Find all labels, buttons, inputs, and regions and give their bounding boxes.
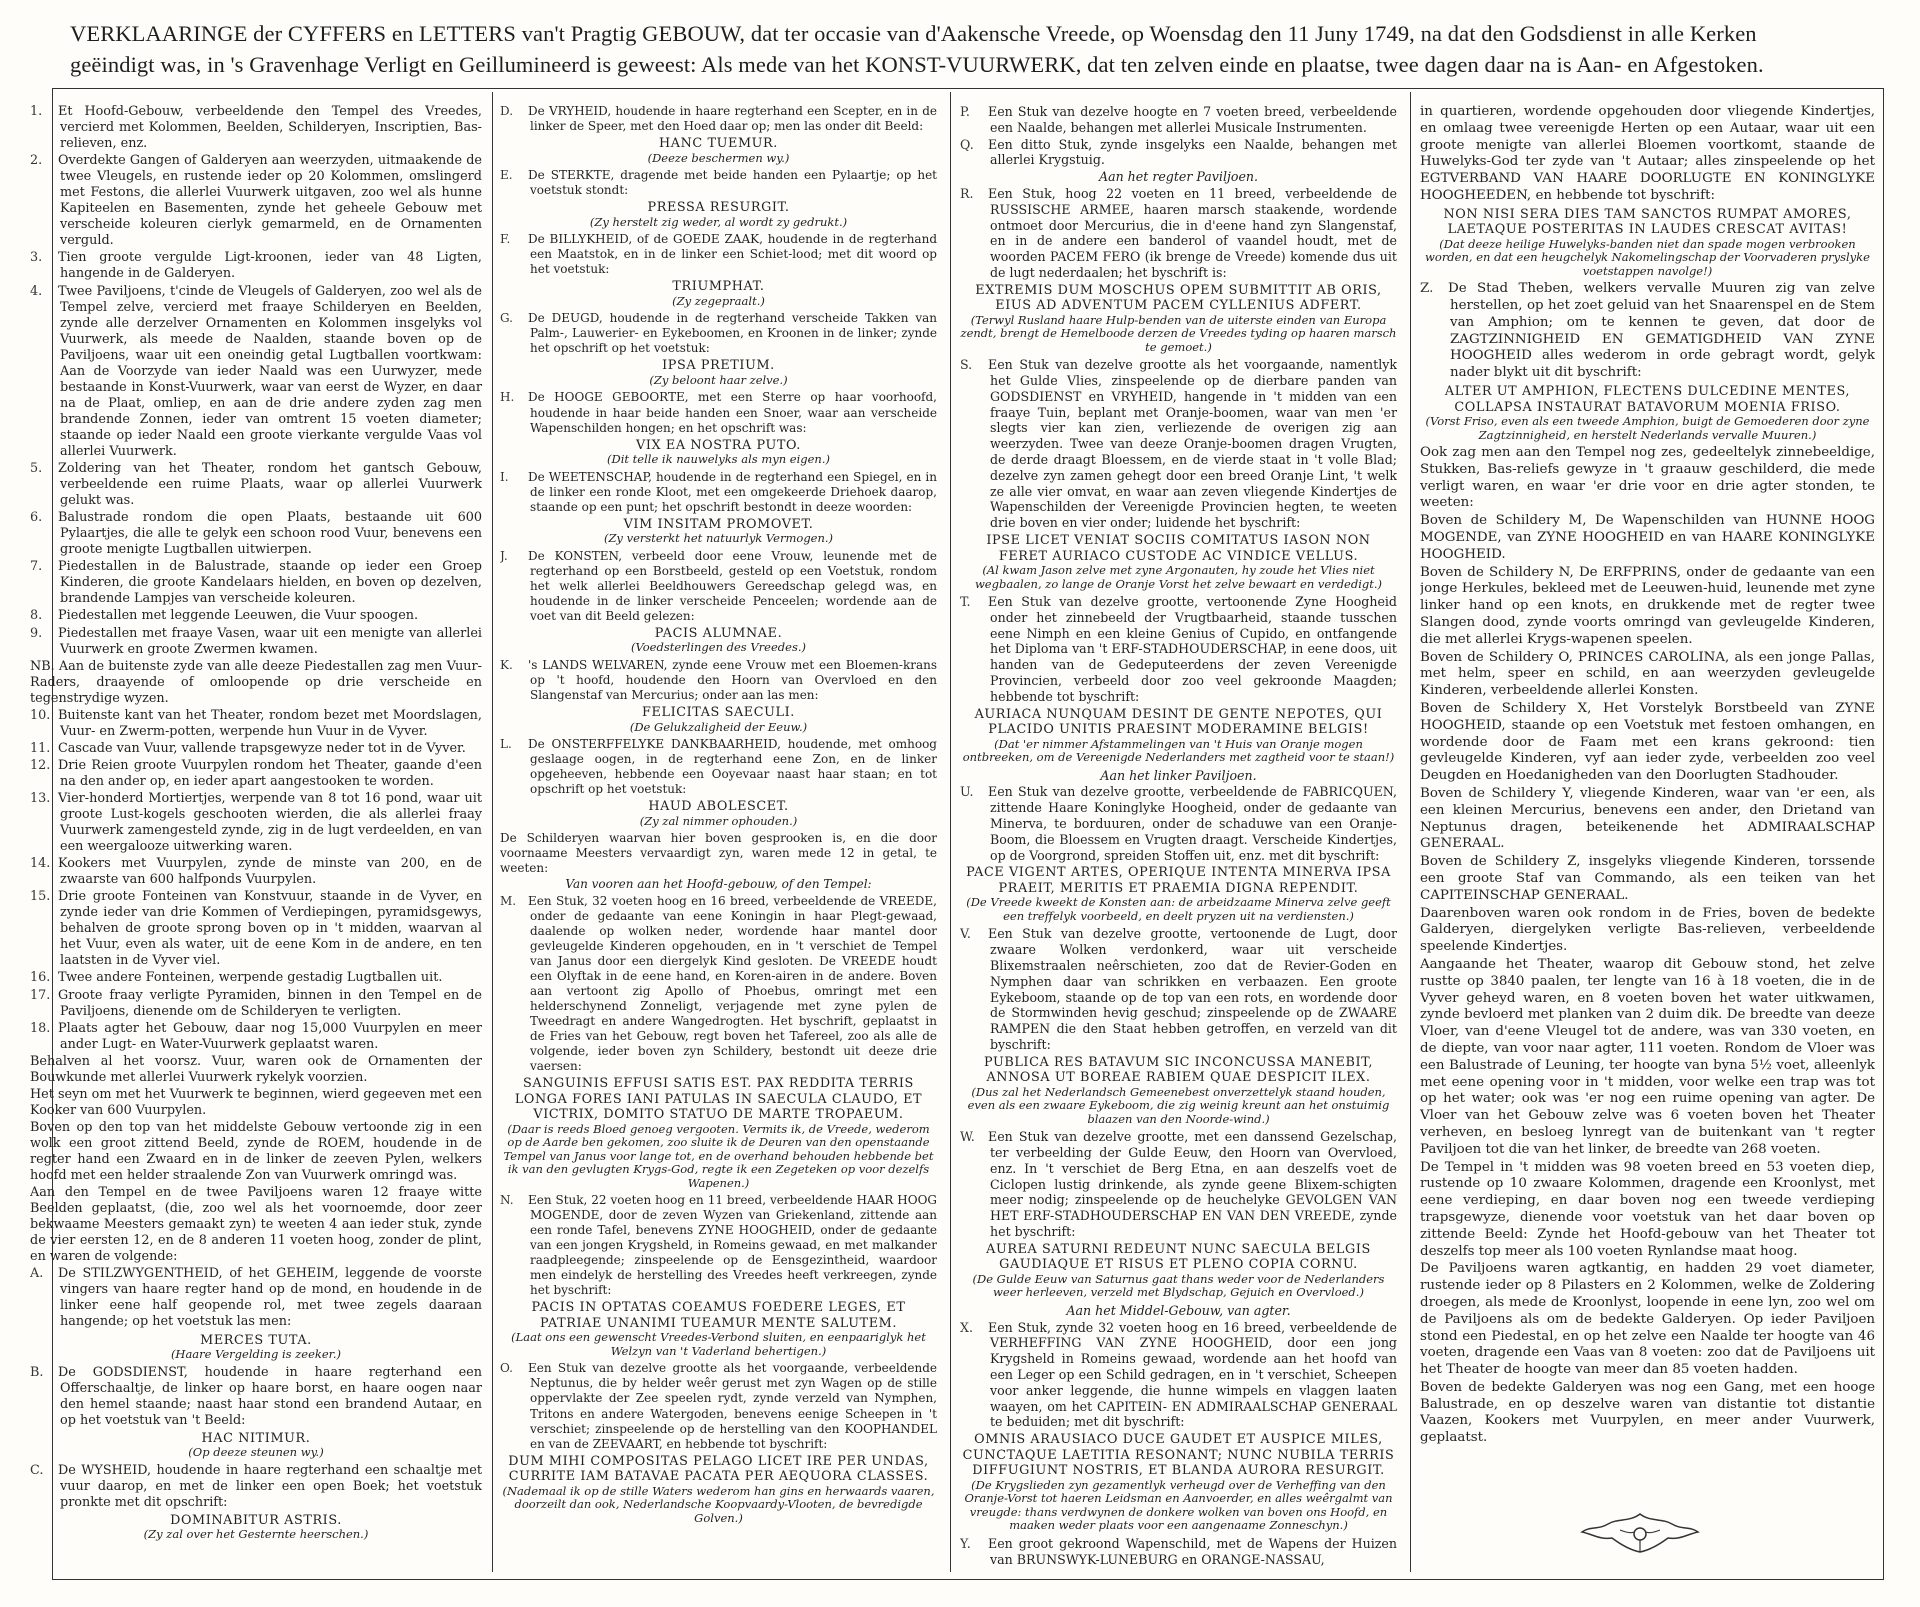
latin-inscription: ALTER UT AMPHION, FLECTENS DULCEDINE MENTES, COLLAPSA INSTAURAT BATAVORUM MOENIA FRISO. <box>1444 384 1851 415</box>
entry-text: De DEUGD, houdende in de regterhand verscheide Takken van Palm-, Lauwerier- en Eykeboomen, en Kroonen in de linker; zynde het opschrift op het voetstuk: <box>528 311 937 356</box>
entry-text: Piedestallen met fraaye Vasen, waar uit een menigte van allerlei Vuurwerk en groote Zwermen kwamen. <box>58 625 482 657</box>
entry-number: 4. <box>30 283 43 299</box>
entry-text: Piedestallen met leggende Leeuwen, die Vuur spoogen. <box>58 608 419 624</box>
entry <box>500 232 937 277</box>
entry-text: Kookers met Vuurpylen, zynde de minste van 200, en de zwaarste van 600 halfponds Vuurpylen. <box>58 856 482 888</box>
entry <box>500 737 937 797</box>
entry-text: De WYSHEID, houdende in haare regterhand een schaaltje met vuur daarop, en met de linker een open Boek; het voetstuk pronkte met dit opschrift: <box>58 1462 482 1510</box>
entry-number: 14. <box>30 856 51 872</box>
entry-number: J. <box>500 548 508 563</box>
latin-inscription: HANC TUEMUR. <box>659 136 778 152</box>
entry-number: 18. <box>30 1020 51 1036</box>
entry-text: Zoldering van het Theater, rondom het gantsch Gebouw, verbeeldende een ruime Plaats, waar op allerlei Vuurwerk gelukt was. <box>58 461 482 509</box>
page-title <box>70 18 1850 80</box>
entry <box>960 357 1397 531</box>
entry-text: Het seyn om met het Vuurwerk te beginnen, wierd gegeeven met een Kooker van 600 Vuurpylen. <box>30 1086 482 1118</box>
entry-text: De Paviljoens waren agtkantig, en hadden 29 voet diameter, rustende ieder op 8 Pilasters en 2 Kolommen, welke de Zoldering droegen, als mede de Kroonlyst, loopende in eene lyn, zoo wel om de Paviljoens als om de bedekte Galderyen. Op ieder Paviljoen stond een Piedestal, en op het zelve een Naalde ter hoogte van 46 voeten, dragende een Vaas van 8 voeten: zoo dat de Paviljoens uit het Theater de hoogte van meer dan 85 voeten hadden. <box>1420 1261 1875 1378</box>
entry-text: Drie Reien groote Vuurpylen rondom het Theater, gaande d'een na den ander op, en ieder apart aangestooken te worden. <box>58 757 482 789</box>
latin-inscription: OMNIS ARAUSIACO DUCE GAUDET ET AUSPICE MILES, CUNCTAQUE LAETITIA RESONANT; NUNC NUBILA TERRIS DIFFUGIUNT NOSTRIS, ET BLANDA AURORA RESURGIT. <box>962 1432 1395 1479</box>
entry <box>30 559 482 607</box>
entry <box>500 390 937 435</box>
latin-inscription: DUM MIHI COMPOSITAS PELAGO LICET IRE PER UNDAS, CURRITE IAM BATAVAE PACATA PER AEQUORA CLASSES. <box>508 1453 929 1485</box>
inscription-translation: (Dit telle ik nauwelyks als myn eigen.) <box>607 452 830 467</box>
entry-text: Cascade van Vuur, vallende trapsgewyze neder tot in de Vyver. <box>58 740 466 756</box>
entry <box>30 461 482 509</box>
entry <box>1420 104 1875 205</box>
column-rule <box>492 92 493 1572</box>
entry <box>30 988 482 1020</box>
entry <box>960 926 1397 1052</box>
inscription-translation: (Zy herstelt zig weder, al wordt zy gedrukt.) <box>589 214 848 229</box>
entry-number: X. <box>960 1319 973 1335</box>
entry-number: R. <box>960 185 974 201</box>
inscription-translation: (Dus zal het Nederlandsch Gemeenebest onverzettelyk staand houden, even als een zwaare Eykeboom, die zig weinig kreunt aan het onstuimig blaazen van den Noorde-wind.) <box>967 1084 1390 1126</box>
entry <box>30 659 482 707</box>
entry <box>500 658 937 703</box>
entry-number: K. <box>500 657 513 672</box>
entry-number: A. <box>30 1266 44 1282</box>
text-column-1 <box>30 104 482 1569</box>
latin-inscription: NON NISI SERA DIES TAM SANCTOS RUMPAT AMORES, LAETAQUE POSTERITAS IN LAUDES CRESCAT AVITAS! <box>1443 206 1852 238</box>
entry <box>1420 513 1875 563</box>
inscription-translation: (De Vreede kweekt de Konsten aan: de arbeidzaame Minerva zelve geeft een treffelyk voorbeeld, en deelt pryzen uit na verdiensten.) <box>966 895 1391 923</box>
entry <box>960 1129 1397 1240</box>
entry-number: 5. <box>30 461 43 477</box>
entry-text: Groote fraay verligte Pyramiden, binnen in den Tempel en de Paviljoens, dienende om de Schilderyen te verligten. <box>58 987 482 1019</box>
text-column-2 <box>500 104 937 1569</box>
section-heading: Aan het regter Paviljoen. <box>1098 169 1259 185</box>
entry <box>1420 1380 1875 1447</box>
entry-text: De GODSDIENST, houdende in haare regterhand een Offerschaaltje, de linker op haare borst, en haare oogen naar den hemel staande; naast haar stond een brandend Autaar, en op het voetstuk van 't Beeld: <box>58 1364 482 1428</box>
latin-inscription: PUBLICA RES BATAVUM SIC INCONCUSSA MANEBIT, ANNOSA UT BOREAE RABIEM QUAE DESPICIT ILEX. <box>983 1054 1374 1086</box>
entry <box>30 708 482 740</box>
entry <box>960 104 1397 136</box>
inscription-translation: (Dat 'er nimmer Afstammelingen van 't Huis van Oranje mogen ontbreeken, om de Vereenigde Nederlanders met zagtheid voor te staan!) <box>962 736 1395 765</box>
entry-number: B. <box>30 1364 44 1380</box>
entry-text: De ONSTERFFELYKE DANKBAARHEID, houdende, met omhoog geslaage oogen, in de regterhand eene Zon, en de linker opgeheeven, hebbende een Ooyevaar naast haar staan; en tot opschrift op het voetstuk: <box>528 737 937 797</box>
inscription-translation: (Haare Vergelding is zeeker.) <box>170 1347 342 1362</box>
entry <box>30 510 482 558</box>
entry <box>30 970 482 986</box>
entry <box>960 1320 1397 1431</box>
entry-number: U. <box>960 784 974 800</box>
entry <box>500 470 937 515</box>
entry-text: Ook zag men aan den Tempel nog zes, gedeeltelyk zinnebeeldige, Stukken, Bas-reliefs gewyze in 't graauw geschilderd, die mede verligt waren, en waar 'er drie voor en drie agter stonden, te weeten: <box>1420 445 1875 511</box>
entry-text: 's LANDS WELVAREN, zynde eene Vrouw met een Bloemen-krans op 't hoofd, houdende den Hoorn van Overvloed en den Slangenstaf van Mercurius; onder aan las men: <box>528 657 937 703</box>
entry <box>30 741 482 757</box>
entry <box>30 1365 482 1429</box>
entry <box>500 168 937 198</box>
entry <box>30 626 482 658</box>
entry <box>30 791 482 855</box>
inscription-translation: (Dat deeze heilige Huwelyks-banden niet dan spade mogen verbrooken worden, en dat een heugchelyk Nakomelingschap der Voorvaderen pryslyke voetstappen navolge!) <box>1425 236 1870 278</box>
entry-text: Buitenste kant van het Theater, rondom bezet met Moordslagen, Vuur- en Zwerm-potten, werpende hun Vuur in de Vyver. <box>58 707 482 739</box>
latin-inscription: EXTREMIS DUM MOSCHUS OPEM SUBMITTIT AB ORIS, EIUS AD ADVENTUM PACEM CYLLENIUS ADFERT. <box>975 282 1382 314</box>
entry-text: De HOOGE GEBOORTE, met een Sterre op haar voorhoofd, houdende in haar beide handen een Snoer, waar aan verscheide Wapenschilden hongen; en het opschrift was: <box>528 390 937 435</box>
latin-inscription: HAUD ABOLESCET. <box>648 799 789 815</box>
entry-text: De Stad Theben, welkers vervalle Muuren zig van zelve herstellen, op het zoet geluid van het Snaarenspel en de Stem van Amphion; om te kennen te geven, dat door de ZAGTZINNIGHEID EN GEMATIGDHEID VAN ZYNE HOOGHEID alles wederom in orde gebragt wordt, gelyk nader blykt uit dit byschrift: <box>1448 281 1875 381</box>
entry <box>30 153 482 249</box>
latin-inscription: SANGUINIS EFFUSI SATIS EST. PAX REDDITA TERRIS LONGA FORES IANI PATULAS IN SAECULA CLAUDO, ET VICTRIX, DOMITO STATUO DE MARTE TROPAEUM. <box>514 1076 923 1123</box>
entry <box>30 250 482 282</box>
entry-text: Overdekte Gangen of Galderyen aan weerzyden, uitmaakende de twee Vleugels, en rustende ieder op 20 Kolommen, omslingerd met Festons, die allerlei Vuurwerk uitgaven, zoo wel als hunne Kapiteelen en Basementen, zynde het geheele Gebouw met verscheide koleuren cierlyk gemarmeld, en de Ornamenten verguld. <box>58 153 482 249</box>
entry-text: Een groot gekroond Wapenschild, met de Wapens der Huizen van BRUNSWYK-LUNEBURG en ORANGE-NASSAU, <box>988 1535 1397 1567</box>
inscription-translation: (Zy zal over het Gesternte heerschen.) <box>143 1527 369 1542</box>
entry <box>30 1087 482 1119</box>
inscription-translation: (De Gulde Eeuw van Saturnus gaat thans weder voor de Nederlanders weer herleeven, verzeld met Blydschap, Gejuich en Overvloed.) <box>972 1271 1385 1300</box>
section-heading: Van vooren aan het Hoofd-gebouw, of den Tempel: <box>565 877 872 892</box>
inscription-translation: (Al kwam Jason zelve met zyne Argonauten, hy zoude het Vlies niet wegbaalen, zo lange de Oranje Vorst het zelve bewaart en verdedigt.) <box>974 563 1383 591</box>
entry-number: M. <box>500 893 517 908</box>
latin-inscription: PRESSA RESURGIT. <box>647 200 790 216</box>
entry-text: Een Stuk van dezelve grootte, vertoonende Zyne Hoogheid onder het zinnebeeld der Vrugtbaarheid, staande tusschen eene Nimph en een kleine Genius of Cupido, en ontfangende het Diploma van 't ERF-STADHOUDERSCHAP, in eene doos, uit handen van de Gedeputeerdens der zeven Vereenigde Provincien, verbeeld door zoo veel gekroonde Maagden; hebbende tot byschrift: <box>988 594 1397 704</box>
section-heading: Aan het linker Paviljoen. <box>1100 767 1257 783</box>
latin-inscription: DOMINABITUR ASTRIS. <box>170 1512 342 1528</box>
latin-inscription: AURIACA NUNQUAM DESINT DE GENTE NEPOTES, QUI PLACIDO UNITIS PRAESINT MODERAMINE BELGIS! <box>974 706 1383 738</box>
entry-text: Boven de Schildery Y, vliegende Kinderen, waar van 'er een, als een kleinen Mercurius, benevens een ander, den Drietand van Neptunus dragen, beteikenende het ADMIRAALSCHAP GENERAAL. <box>1420 786 1875 852</box>
entry-number: E. <box>500 168 513 183</box>
latin-inscription: PACIS ALUMNAE. <box>654 625 783 641</box>
latin-inscription: IPSA PRETIUM. <box>662 358 775 374</box>
entry <box>500 549 937 624</box>
entry-number: I. <box>500 469 509 484</box>
entry-number: S. <box>960 357 973 373</box>
title-line-2: geëindigt was, in 's Gravenhage Verligt en Geillumineerd is geweest: Als mede van het KONST-VUURWERK, dat ten zelven einde en plaatse, twee dagen daar na is Aan- en Afgestoken. <box>70 52 1764 77</box>
entry-text: NB. Aan de buitenste zyde van alle deeze Piedestallen zag men Vuur-Raders, draayende of omloopende op drie verscheide en tegenstrydige wyzen. <box>30 658 482 706</box>
inscription-translation: (De Krygslieden zyn gezamentlyk verheugd over de Verheffing van den Oranje-Vorst tot haeren Leidsman en Aanvoerder, en alles weêrgalmt van vreugde: thans verdwynen de donkere wolken van boven ons Hoofd, en maaken weder plaats voor een aangenaame Zonneschyn.) <box>964 1477 1393 1533</box>
inscription-translation: (Laat ons een gewenscht Vreedes-Verbond sluiten, en eenpaariglyk het Welzyn van 't Vaderland behertigen.) <box>511 1330 926 1358</box>
inscription-translation: (Zy zal nimmer ophouden.) <box>639 813 798 828</box>
entry-text: De WEETENSCHAP, houdende in de regterhand een Spiegel, en in de linker een ronde Kloot, met een omgekeerde Driehoek daarop, staande op een punt; het opschrift bestondt in deeze woorden: <box>528 469 937 514</box>
entry-number: 8. <box>30 608 43 624</box>
entry <box>30 1463 482 1511</box>
entry <box>1420 701 1875 785</box>
entry <box>960 186 1397 281</box>
entry-text: Et Hoofd-Gebouw, verbeeldende den Tempel des Vreedes, vercierd met Kolommen, Beelden, Schilderyen, Inscriptien, Bas-relieven, enz. <box>58 104 482 152</box>
entry-text: Een Stuk, zynde 32 voeten hoog en 16 breed, verbeeldende de VERHEFFING VAN ZYNE HOOGHEID, door een jong Krygsheld in Romeins gewaad, wordende aan het hoofd van een Leger op een Schild gedragen, en in 't verschiet, Scheepen voor anker leggende, die hunne wimpels en vlaggen laaten waayen, om het CAPITEIN- EN ADMIRAALSCHAP GENERAAL te beduiden; met dit byschrift: <box>988 1319 1397 1430</box>
latin-inscription: VIM INSITAM PROMOVET. <box>623 516 814 532</box>
entry-number: 3. <box>30 250 43 266</box>
entry-text: De Schilderyen waarvan hier boven gesprooken is, en die door voornaame Meesters vervaardigt zyn, waren mede 12 in getal, te weeten: <box>500 831 937 876</box>
entry-number: C. <box>30 1462 44 1478</box>
entry-text: Een Stuk van dezelve grootte, verbeeldende de FABRICQUEN, zittende Haare Koninglyke Hoogheid, onder de gedaante van Minerva, te borduuren, onder de schaduwe van een Oranje-Boom, die Bloessem en Vrugten draagt. Verscheide Kindertjes, op de Voorgrond, spreiden Stoffen uit, enz. met dit byschrift: <box>988 784 1397 863</box>
inscription-translation: (De Gelukzaligheid der Eeuw.) <box>629 719 808 734</box>
entry-text: Een ditto Stuk, zynde insgelyks een Naalde, behangen met allerlei Krygstuig. <box>988 136 1397 168</box>
latin-inscription: TRIUMPHAT. <box>672 279 765 295</box>
entry-number: Z. <box>1420 281 1434 297</box>
entry-number: W. <box>960 1129 975 1145</box>
entry-text: Balustrade rondom die open Plaats, bestaande uit 600 Pylaartjes, die alle te gelyk een schoon rood Vuur, benevens een groote menigte Lugtballen uitwierpen. <box>58 510 482 558</box>
entry-number: P. <box>960 104 970 119</box>
entry <box>1420 906 1875 956</box>
entry <box>960 1536 1397 1568</box>
entry-text: De STERKTE, dragende met beide handen een Pylaartje; op het voetstuk stondt: <box>528 168 937 198</box>
entry-text: Twee andere Fonteinen, werpende gestadig Lugtballen uit. <box>58 970 443 986</box>
entry-number: 11. <box>30 740 51 756</box>
entry-text: Een Stuk, hoog 22 voeten en 11 breed, verbeeldende de RUSSISCHE ARMEE, haaren marsch staakende, wordende ontmoet door Mercurius, die in d'eene hand zyn Slangenstaf, en in de andere een banderol of vaandel houdt, met de woorden PACEM FERO (ik brenge de Vreede) komende dus uit de lugt nederdaalen; het byschrift is: <box>988 185 1397 280</box>
entry-number: T. <box>960 594 971 610</box>
column-rule <box>1410 92 1411 1572</box>
latin-inscription: AUREA SATURNI REDEUNT NUNC SAECULA BELGIS GAUDIAQUE ET RISUS ET PLENO COPIA CORNU. <box>986 1241 1371 1273</box>
entry-text: Een Stuk, 32 voeten hoog en 16 breed, verbeeldende de VREEDE, onder de gedaante van eene Koningin in haar Plegt-gewaad, daalende op wolken neder, wordende haar mantel door gevleugelde Kinderen opgehouden, en in 't verschiet de Tempel van Janus door een diergelyk Kind gesloten. De VREEDE houdt een Olyftak in de eene hand, en Koren-airen in de andere. Boven aan vertoont zig Apollo of Phoebus, omringt met een helderschynend Zonneligt, verjagende met zyne pylen de Tweedragt en andere Wangedrogten. Het byschrift, geplaatst in de Fries van het Gebouw, regt boven het Tafereel, zoo als alle de volgende, ieder boven zyn Schildery, bestondt uit deeze drie vaersen: <box>528 893 937 1074</box>
entry-text: Piedestallen in de Balustrade, staande op ieder een Groep Kinderen, die groote Kandelaars hielden, en boven op dezelven, brandende Lampjes van verscheide koleuren. <box>58 559 482 607</box>
entry-text: Boven de Schildery X, Het Vorstelyk Borstbeeld van ZYNE HOOGHEID, staande op een Voetstuk met festoen omhangen, en wordende door de Faam met een krans gekroond: tien gevleugelde Kinderen, vyf aan ieder zyde, verbeelden zoo veel Deugden en Hoedanigheden van den Doorlugten Stadhouder. <box>1420 701 1875 784</box>
column-rule <box>950 92 951 1572</box>
entry-text: Boven de Schildery O, PRINCES CAROLINA, als een jonge Pallas, met helm, speer en schild, en aan weerzyden gevleugelde Kinderen, verbeeldende allerlei Konsten. <box>1420 649 1875 699</box>
inscription-translation: (Zy zegepraalt.) <box>672 293 765 308</box>
entry <box>500 104 937 134</box>
entry-text: De KONSTEN, verbeeld door eene Vrouw, leunende met de regterhand op een Borstbeeld, gesteld op een Voetstuk, rondom het welk allerlei Beeldhouwers Gereedschap gelegd was, en houdende in de linker verscheide Penceelen; wordende aan de voet van dit Beeld gelezen: <box>528 548 937 623</box>
entry <box>500 1361 937 1451</box>
inscription-translation: (Nademaal ik op de stille Waters wederom han gins en herwaards vaaren, doorzeilt dan ook, Nederlandsche Koopvaardy-Vlooten, de bevredigde Golven.) <box>502 1483 935 1525</box>
entry <box>30 104 482 152</box>
entry-text: De VRYHEID, houdende in haare regterhand een Scepter, en in de linker de Speer, met den Hoed daar op; men las onder dit Beeld: <box>528 104 937 134</box>
entry-text: Drie groote Fonteinen van Konstvuur, staande in de Vyver, en zynde ieder van drie Kommen of Verdiepingen, pyramidsgewys, behalven de groote sprong boven op in 't midden, waarvan al het Vuur, even als water, uit de eene Kom in de andere, en ten laatsten in de Vyver viel. <box>58 889 482 969</box>
entry-number: L. <box>500 737 512 752</box>
entry-text: Aan den Tempel en de twee Paviljoens waren 12 fraaye witte Beelden geplaatst, (die, zoo wel als het voornoemde, door zeer bekwaame Meesters gemaakt zyn) te weeten 4 aan ieder stuk, zynde de vier eersten 12, en de 8 anderen 11 voeten hoog, zonder de plint, en waren de volgende: <box>30 1185 482 1265</box>
inscription-translation: (Daar is reeds Bloed genoeg vergooten. Vermits ik, de Vreede, wederom op de Aarde ben gekomen, zoo sluite ik de Deuren van den openstaande Tempel van Janus voor lange tot, en de overhand behouden hebbende bet ik van den gevlugten Krygs-God, regte ik een Zegeteken op voor dezelfs Wapenen.) <box>503 1121 934 1190</box>
entry <box>1420 445 1875 512</box>
latin-inscription: VIX EA NOSTRA PUTO. <box>636 437 801 453</box>
entry <box>1420 650 1875 700</box>
entry-text: Een Stuk van dezelve grootte als het voorgaande, namentlyk het Gulde Vlies, zinspeelende op de dierbare panden van GODSDIENST en VRYHEID, hangende in 't midden van een fraaye Tuin, beplant met Oranje-boomen, waar van men 'er slegts vier kan zien, verliezende de overigen zig aan weerzyden. Twee van deeze Oranje-boomen dragen Vrugten, de derde draagt Bloessem, en de vierde staat in 't volle Blad; dezelve zyn zamen gehegt door een breed Oranje Lint, 't welk ze alle vier omvat, en waar aan zeven vliegende Kindertjes de Wapenschilden der Vereenigde Provincien hegten, te weeten drie boven en vier onder; luidende het byschrift: <box>988 357 1397 531</box>
entry-text: De Tempel in 't midden was 98 voeten breed en 53 voeten diep, rustende op 10 zwaare Kolommen, dragende een Kroonlyst, met eene verdieping, en daar boven nog een tweede verdieping trapsgewyze, dienende voor voetstuk van het daar boven op zittende Beeld: Zynde het Hoofd-gebouw van het Theater tot deszelfs top meer als 100 voeten Rynlandse maat hoog. <box>1420 1159 1875 1259</box>
entry <box>960 594 1397 705</box>
inscription-translation: (Vorst Friso, even als een tweede Amphion, buigt de Gemoederen door zyne Zagtzinnigheid, en herstelt Nederlands vervalle Muuren.) <box>1425 414 1870 442</box>
entry-text: Boven de bedekte Galderyen was nog een Gang, met een hooge Balustrade, en op deszelve waren van distantie tot distantie Vaazen, Kookers met Vuurpylen, en meer ander Vuurwerk, geplaatst. <box>1420 1379 1875 1446</box>
entry-number: H. <box>500 390 515 405</box>
entry-text: Boven de Schildery M, De Wapenschilden van HUNNE HOOG MOGENDE, van ZYNE HOOGHEID en van HAARE KONINGLYKE HOOGHEID. <box>1420 513 1875 562</box>
entry <box>500 831 937 876</box>
inscription-translation: (Zy versterkt het natuurlyk Vermogen.) <box>603 531 834 546</box>
entry <box>500 894 937 1075</box>
inscription-translation: (Deeze beschermen wy.) <box>647 150 790 165</box>
entry <box>30 608 482 624</box>
entry-number: 15. <box>30 889 51 905</box>
entry-number: 9. <box>30 625 43 641</box>
entry-number: Y. <box>960 1535 971 1551</box>
entry-number: 1. <box>30 104 43 119</box>
entry <box>1420 1261 1875 1379</box>
entry <box>30 758 482 790</box>
entry-text: Een Stuk, 22 voeten hoog en 11 breed, verbeeldende HAAR HOOG MOGENDE, door de zeven Wyzen van Griekenland, zittende aan een ronde Tafel, benevens ZYNE HOOGHEID, onder de gedaante van een jongen Krygsheld, in Romeins gewaad, en met malkander raadpleegende; zinspeelende op de Eensgezintheid, waardoor men eindelyk de herstelling des Vreedes heeft verkreegen, zynde het byschrift: <box>528 1193 937 1298</box>
entry-number: 7. <box>30 559 43 575</box>
entry-number: V. <box>960 926 971 942</box>
entry <box>30 889 482 969</box>
entry-number: D. <box>500 104 514 118</box>
entry-number: G. <box>500 311 513 326</box>
entry-number: 16. <box>30 970 51 986</box>
entry <box>500 311 937 356</box>
entry-number: 17. <box>30 987 51 1003</box>
entry-number: 2. <box>30 153 43 169</box>
inscription-translation: (Terwyl Rusland haare Hulp-benden van de uiterste einden van Europa zendt, brengt de Hemelboode derzen de Vreedes tyding op haaren marsch te gemoet.) <box>960 312 1397 354</box>
latin-inscription: FELICITAS SAECULI. <box>642 705 795 721</box>
entry <box>1420 957 1875 1159</box>
entry-text: De STILZWYGENTHEID, of het GEHEIM, leggende de voorste vingers van haare regter hand op de mond, en houdende in de linker eene half geopende rol, met twee zegels daaraan hangende; op het voetstuk las men: <box>58 1266 482 1330</box>
entry-number: 13. <box>30 790 51 806</box>
entry-text: Vier-honderd Mortiertjes, werpende van 8 tot 16 pond, waar uit groote Lust-kogels geschooten wierden, die als allerlei fraay Vuurwerk zamengesteld zynde, zig in de lugt verdeelden, en van een weergalooze uitwerking waren. <box>58 790 482 855</box>
entry-text: Boven op den top van het middelste Gebouw vertoonde zig in een wolk een groot zittend Beeld, zynde de ROEM, houdende in de regter hand een Zwaard en in de linker de zeeven Pylen, welkers hoofd met een helder straalende Zon van Vuurwerk omringd was. <box>30 1119 482 1184</box>
inscription-translation: (Op deeze steunen wy.) <box>188 1445 324 1460</box>
entry-number: O. <box>500 1361 513 1376</box>
entry-text: De BILLYKHEID, of de GOEDE ZAAK, houdende in de regterhand een Maatstok, en in de linker een Schiet-lood; met dit woord op het voetstuk: <box>528 232 937 277</box>
entry <box>1420 281 1875 382</box>
entry <box>30 1054 482 1086</box>
entry-text: Boven de Schildery N, De ERFPRINS, onder de gedaante van een jonge Herkules, bekleed met de Leeuwen-huid, leunende met zyne linker hand op een knots, en drukkende met de regter twee Slangen dood, zynde voorts omringd van gevleugelde Kinderen, die met allerlei Krygs-wapenen speelen. <box>1420 564 1875 647</box>
entry <box>1420 1160 1875 1261</box>
entry <box>30 284 482 461</box>
entry <box>1420 854 1875 904</box>
entry-text: Boven de Schildery Z, insgelyks vliegende Kinderen, torssende een groote Staf van Commando, als een teiken van het CAPITEINSCHAP GENERAAL. <box>1420 854 1875 903</box>
entry-number: 12. <box>30 757 51 773</box>
section-heading: Aan het Middel-Gebouw, van agter. <box>1066 1302 1291 1318</box>
entry-text: Een Stuk van dezelve grootte, vertoonende de Lugt, door zwaare Wolken verdonkerd, waar uit verscheide Blixemstraalen neêrschieten, zoo dat de Revier-Goden en Nymphen daar van schrikken en verbaazen. Een groote Eykeboom, staande op de top van een rots, en wordende door de Stormwinden hevig geschud; zinspeelende op de ZWAARE RAMPEN die den Staat hebben getroffen, en verzeld van dit byschrift: <box>988 926 1397 1052</box>
entry <box>30 856 482 888</box>
entry <box>1420 565 1875 649</box>
entry-text: Aangaande het Theater, waarop dit Gebouw stond, het zelve rustte op 3840 paalen, ter lengte van 16 à 18 voeten, die in de Vyver geheyd waren, en 8 voeten boven het water uitkwamen, zynde bevloerd met planken van 2 duim dik. De breedte van deeze Vloer, van d'eene Vleugel tot de andere, was van 330 voeten, en de diepte, van voor naar agter, 111 voeten. Rondom de Vloer was een Balustrade of Leuning, ter hoogte van byna 5½ voet, alleenlyk met eene opening voor in 't midden, voor welke een trap was tot op het water; ook was 'er nog een ruime opening van agter. De Vloer van het Gebouw zelve was 6 voeten boven het Theater verheven, en besloeg lynregt van de buitenkant van 't regter Paviljoen tot die van het linker, de breedte van 268 voeten. <box>1420 956 1875 1157</box>
entry <box>30 1021 482 1053</box>
entry-text: Een Stuk van dezelve grootte als het voorgaande, verbeeldende Neptunus, die by helder weêr gerust met zyn Wagen op de stille oppervlakte der Zee speelen rydt, zynde verzeld van Nymphen, Tritons en andere Watergoden, benevens eenige Scheepen in 't verschiet; zinspeelende op de herstelling van den KOOPHANDEL en van de ZEEVAART, en hebbende tot byschrift: <box>528 1361 937 1451</box>
entry-text: in quartieren, wordende opgehouden door vliegende Kindertjes, en omlaag twee vereenigde Herten op een Autaar, waar uit een groote menigte van allerlei Bloemen voortkomt, staande de Huwelyks-God ter zyde van 't Autaar; alles zinspeelende op het EGTVERBAND VAN HAARE DOORLUGTE EN KONINGLYKE HOOGHEEDEN, en hebbende tot byschrift: <box>1420 104 1875 203</box>
entry <box>960 137 1397 169</box>
entry-text: Tien groote vergulde Ligt-kroonen, ieder van 48 Ligten, hangende in de Galderyen. <box>58 250 482 282</box>
entry <box>30 1120 482 1184</box>
inscription-translation: (Voedsterlingen des Vreedes.) <box>631 640 806 655</box>
entry <box>30 1266 482 1330</box>
text-column-4 <box>1420 104 1875 1569</box>
latin-inscription: PACE VIGENT ARTES, OPERIQUE INTENTA MINERVA IPSA PRAEIT, MERITIS ET PRAEMIA DIGNA REPENDIT. <box>966 865 1391 896</box>
ornament-icon <box>1560 1508 1720 1558</box>
text-column-3 <box>960 104 1397 1569</box>
entry-number: F. <box>500 232 511 247</box>
entry-number: 10. <box>30 707 51 723</box>
latin-inscription: MERCES TUTA. <box>200 1332 312 1348</box>
latin-inscription: IPSE LICET VENIAT SOCIIS COMITATUS IASON NON FERET AURIACO CUSTODE AC VINDICE VELLUS. <box>986 533 1371 564</box>
inscription-translation: (Zy beloont haar zelve.) <box>649 372 788 387</box>
entry <box>500 1193 937 1298</box>
latin-inscription: PACIS IN OPTATAS COEAMUS FOEDERE LEGES, ET PATRIAE UNANIMI TUEAMUR MENTE SALUTEM. <box>531 1300 906 1331</box>
entry-number: 6. <box>30 510 43 526</box>
entry-text: Plaats agter het Gebouw, daar nog 15,000 Vuurpylen en meer ander Lugt- en Water-Vuurwerk geplaatst waren. <box>58 1020 482 1052</box>
entry-number: N. <box>500 1193 514 1208</box>
entry <box>960 784 1397 863</box>
latin-inscription: HAC NITIMUR. <box>201 1430 311 1446</box>
entry-text: Twee Paviljoens, t'cinde de Vleugels of Galderyen, zoo wel als de Tempel zelve, vercierd met fraaye Schilderyen en Beelden, zynde alle derzelver Ornamenten en Kolommen insgelyks vol Vuurwerk, als meede de Naalden, staande boven op de Paviljoens, waar uit een oneindig getal Lugtballen voortkwam: Aan de Voorzyde van ieder Naald was een Uurwyzer, mede bestaande in Konst-Vuurwerk, waar van eerst de Wyzer, en daar na de Plaat, omliep, en aan de drie andere zyden zag men brandende Zonnen, ieder van omtrent 15 voeten diameter; staande op ieder Naald een groote vierkante vergulde Vaas vol allerlei Vuurwerk. <box>58 283 482 459</box>
entry-text: Een Stuk van dezelve hoogte en 7 voeten breed, verbeeldende een Naalde, behangen met allerlei Musicale Instrumenten. <box>988 104 1397 135</box>
entry-number: Q. <box>960 136 974 152</box>
entry <box>30 1185 482 1265</box>
entry-text: Daarenboven waren ook rondom in de Fries, boven de bedekte Galderyen, diergelyken verligte Bas-relieven, verbeeldende speelende Kindertjes. <box>1420 905 1875 955</box>
title-line-1: VERKLAARINGE der CYFFERS en LETTERS van't Pragtig GEBOUW, dat ter occasie van d'Aakensche Vreede, op Woensdag den 11 Juny 1749, na dat den Godsdienst in alle Kerken <box>70 21 1757 46</box>
entry-text: Behalven al het voorsz. Vuur, waren ook de Ornamenten der Bouwkunde met allerlei Vuurwerk rykelyk voorzien. <box>30 1053 482 1085</box>
entry <box>1420 786 1875 853</box>
entry-text: Een Stuk van dezelve grootte, met een danssend Gezelschap, ter verbeelding der Gulde Eeuw, den Hoorn van Overvloed, enz. In 't verschiet de Berg Etna, en aan deszelfs voet de Ciclopen lustig drinkende, als zynde geene Blixem-schigten meer nodig; zinspeelende op de heuchelyke GEVOLGEN VAN HET ERF-STADHOUDERSCHAP EN VAN DEN VREEDE, zynde het byschrift: <box>988 1129 1397 1240</box>
